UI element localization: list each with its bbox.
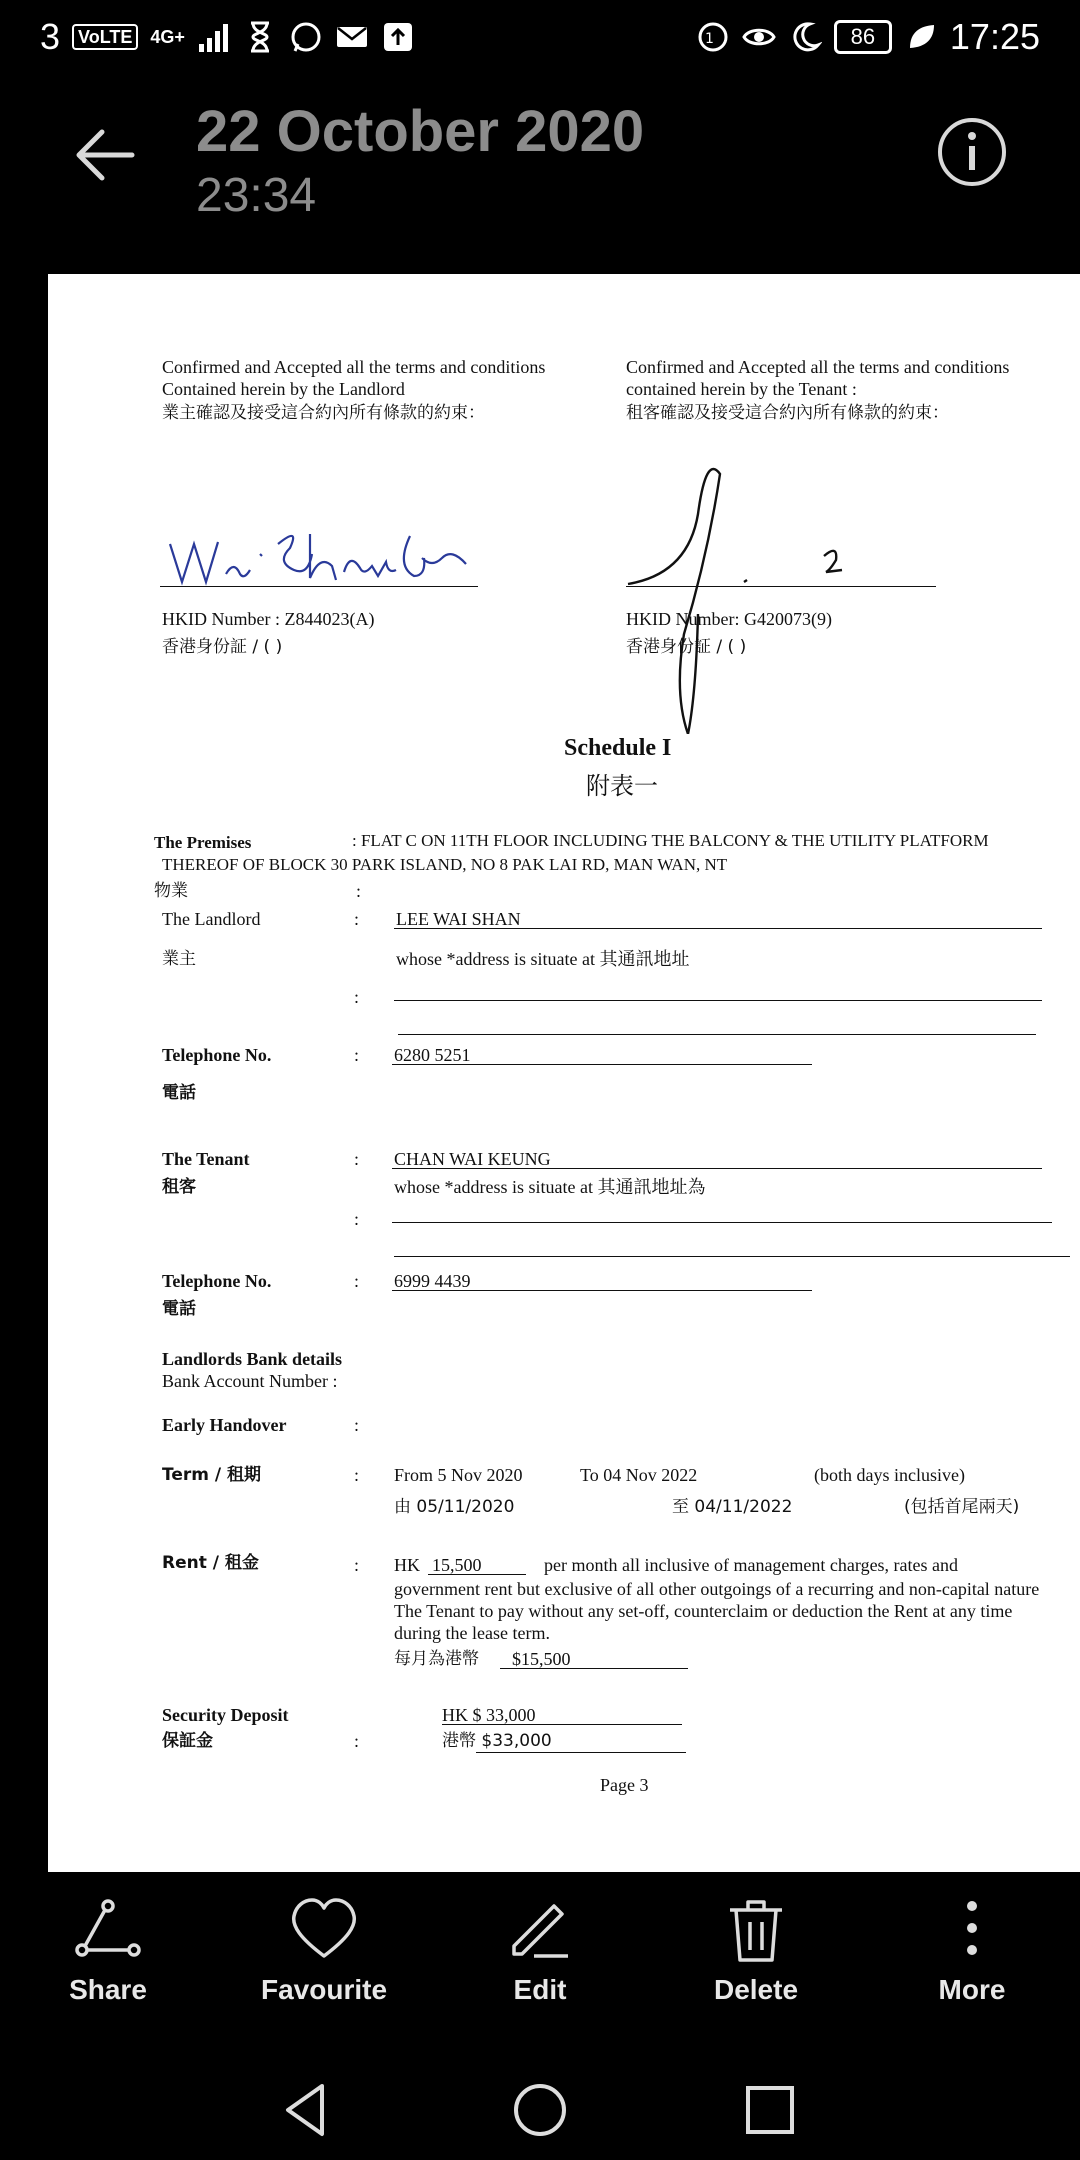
rent-amount: 15,500 xyxy=(432,1555,482,1575)
landlord-signature-line xyxy=(160,586,478,587)
data-saver-icon xyxy=(696,20,730,54)
more-button[interactable] xyxy=(872,1880,1072,2030)
landlord-hkid-cn: 香港身份証 / ( ) xyxy=(162,637,283,657)
tenant-colon: : xyxy=(354,1149,360,1169)
whatsapp-icon xyxy=(289,20,323,54)
clock: 17:25 xyxy=(949,16,1040,57)
svg-text:1: 1 xyxy=(704,31,714,47)
landlord-address-line2 xyxy=(398,1034,1036,1035)
nav-recents-icon[interactable] xyxy=(740,2080,800,2140)
moon-icon xyxy=(788,20,822,54)
tenant-address-label: whose *address is situate at 其通訊地址為 xyxy=(394,1177,706,1197)
rent-line-3: The Tenant to pay without any set-off, counterclaim or deduction the Rent at any time xyxy=(394,1601,1013,1621)
landlord-cn: 業主 xyxy=(162,949,196,969)
term-colon: : xyxy=(354,1465,360,1485)
premises-label: The Premises xyxy=(154,833,252,852)
rent-cn-amount-line xyxy=(500,1668,688,1669)
delete-label: Delete xyxy=(713,1974,799,2005)
landlord-colon: : xyxy=(354,909,360,929)
tenant-telephone-label: Telephone No. xyxy=(162,1271,272,1291)
landlord-address-colon: : xyxy=(354,987,360,1007)
photo-date: 22 October 2020 xyxy=(196,99,645,164)
system-navigation-bar xyxy=(0,2060,1080,2160)
landlord-confirm-line1: Confirmed and Accepted all the terms and conditions xyxy=(162,357,546,377)
term-cn-from: 由 05/11/2020 xyxy=(394,1497,515,1517)
carrier-label: 3 xyxy=(40,16,61,57)
status-right xyxy=(696,16,1040,58)
share-icon xyxy=(72,1894,144,1966)
bank-details-label: Landlords Bank details xyxy=(162,1349,343,1369)
landlord-telephone-label: Telephone No. xyxy=(162,1045,272,1065)
landlord-name-line xyxy=(394,928,1042,929)
tenant-phone: 6999 4439 xyxy=(394,1271,471,1291)
battery-indicator: 86 xyxy=(834,20,892,54)
deposit-cn: 保証金 xyxy=(162,1731,213,1751)
viewer-header xyxy=(0,80,1080,240)
schedule-title-cn: 附表一 xyxy=(586,772,658,800)
premises-value-line2: THEREOF OF BLOCK 30 PARK ISLAND, NO 8 PAK LAI RD, MAN WAN, NT xyxy=(162,855,728,874)
pencil-icon xyxy=(504,1894,576,1966)
document-photo[interactable] xyxy=(48,274,1080,1872)
landlord-confirm-line2: Contained herein by the Landlord xyxy=(162,379,405,399)
landlord-signature xyxy=(160,514,490,594)
tenant-label: The Tenant xyxy=(162,1149,250,1169)
landlord-telephone-colon: : xyxy=(354,1045,360,1065)
rent-colon: : xyxy=(354,1555,360,1575)
signal-icon xyxy=(197,20,231,54)
share-label: Share xyxy=(69,1974,147,2005)
tenant-address-line1 xyxy=(392,1222,1052,1223)
deposit-cn-line xyxy=(476,1752,686,1753)
edit-label: Edit xyxy=(513,1974,567,2005)
premises-value-line1: : FLAT C ON 11TH FLOOR INCLUDING THE BALCONY & THE UTILITY PLATFORM xyxy=(352,831,989,850)
deposit-hk-line xyxy=(442,1724,682,1725)
tenant-confirm-line2: contained herein by the Tenant : xyxy=(626,379,857,399)
mail-icon xyxy=(335,20,369,54)
deposit-colon: : xyxy=(354,1731,360,1751)
landlord-label: The Landlord xyxy=(162,909,261,929)
deposit-cn-amount: 港幣 $33,000 xyxy=(442,1731,552,1751)
rent-line-1: per month all inclusive of management charges, rates and xyxy=(544,1555,959,1575)
tenant-address-line2 xyxy=(394,1256,1070,1257)
hourglass-icon xyxy=(243,20,277,54)
status-bar xyxy=(0,0,1080,74)
landlord-phone: 6280 5251 xyxy=(394,1045,471,1065)
delete-button[interactable] xyxy=(656,1880,856,2030)
tenant-name: CHAN WAI KEUNG xyxy=(394,1149,551,1169)
page-number: Page 3 xyxy=(600,1775,649,1795)
premises-cn: 物業 xyxy=(154,881,188,901)
tenant-address-colon: : xyxy=(354,1209,360,1229)
nav-back-icon[interactable] xyxy=(278,2080,338,2140)
early-handover-label: Early Handover xyxy=(162,1415,287,1435)
tenant-telephone-colon: : xyxy=(354,1271,360,1291)
term-label: Term / 租期 xyxy=(162,1465,262,1485)
early-handover-colon: : xyxy=(354,1415,360,1435)
term-from: From 5 Nov 2020 xyxy=(394,1465,523,1485)
favourite-button[interactable] xyxy=(224,1880,424,2030)
rent-hk: HK xyxy=(394,1555,420,1575)
tenant-confirm-cn: 租客確認及接受這合約內所有條款的約束： xyxy=(626,403,949,423)
info-icon[interactable] xyxy=(936,116,1008,188)
tenant-signature-line xyxy=(626,586,936,587)
landlord-telephone-cn: 電話 xyxy=(162,1083,196,1103)
premises-colon: : xyxy=(356,881,362,901)
volte-badge: VoLTE xyxy=(72,24,138,50)
tenant-cn: 租客 xyxy=(162,1177,196,1197)
tenant-hkid-cn: 香港身份証 / ( ) xyxy=(626,637,747,657)
eye-comfort-icon xyxy=(742,20,776,54)
rent-cn-amount: $15,500 xyxy=(512,1649,571,1669)
landlord-hkid: HKID Number : Z844023(A) xyxy=(162,609,375,629)
edit-button[interactable] xyxy=(440,1880,640,2030)
back-arrow-icon[interactable] xyxy=(70,120,140,190)
trash-icon xyxy=(720,1894,792,1966)
landlord-address-line1 xyxy=(394,1000,1042,1001)
rent-cn: 每月為港幣 xyxy=(394,1649,479,1669)
schedule-title: Schedule I xyxy=(564,735,672,761)
photo-time: 23:34 xyxy=(196,169,317,222)
upload-icon xyxy=(381,20,415,54)
tenant-phone-line xyxy=(392,1290,812,1291)
tenant-name-line xyxy=(392,1168,1042,1169)
leaf-icon xyxy=(904,20,938,54)
landlord-phone-line xyxy=(392,1064,812,1065)
bank-account-label: Bank Account Number : xyxy=(162,1371,338,1391)
more-vertical-icon xyxy=(936,1894,1008,1966)
heart-icon xyxy=(288,1894,360,1966)
nav-home-icon[interactable] xyxy=(510,2080,570,2140)
rent-line-4: during the lease term. xyxy=(394,1623,550,1643)
term-cn-to: 至 04/11/2022 xyxy=(672,1497,793,1517)
tenant-hkid: HKID Number: G420073(9) xyxy=(626,609,832,629)
bottom-toolbar xyxy=(0,1880,1080,2030)
network-type: 4G+ xyxy=(150,27,185,47)
status-left xyxy=(40,16,415,58)
rent-line-2: government rent but exclusive of all other outgoings of a recurring and non-capital nature xyxy=(394,1579,1040,1599)
favourite-label: Favourite xyxy=(260,1974,388,2005)
rent-label: Rent / 租金 xyxy=(162,1553,259,1573)
landlord-name: LEE WAI SHAN xyxy=(396,909,521,929)
term-to: To 04 Nov 2022 xyxy=(580,1465,698,1485)
term-cn-inclusive: (包括首尾兩天) xyxy=(904,1497,1020,1517)
share-button[interactable] xyxy=(8,1880,208,2030)
tenant-signature xyxy=(624,464,884,734)
term-inclusive: (both days inclusive) xyxy=(814,1465,965,1485)
deposit-label: Security Deposit xyxy=(162,1705,289,1725)
deposit-hk: HK $ 33,000 xyxy=(442,1705,536,1725)
tenant-confirm-line1: Confirmed and Accepted all the terms and conditions xyxy=(626,357,1010,377)
landlord-confirm-cn: 業主確認及接受這合約內所有條款的約束： xyxy=(162,403,485,423)
landlord-address-label: whose *address is situate at 其通訊地址 xyxy=(396,949,690,969)
more-label: More xyxy=(938,1974,1006,2005)
tenant-telephone-cn: 電話 xyxy=(162,1299,196,1319)
rent-amount-line xyxy=(428,1574,526,1575)
